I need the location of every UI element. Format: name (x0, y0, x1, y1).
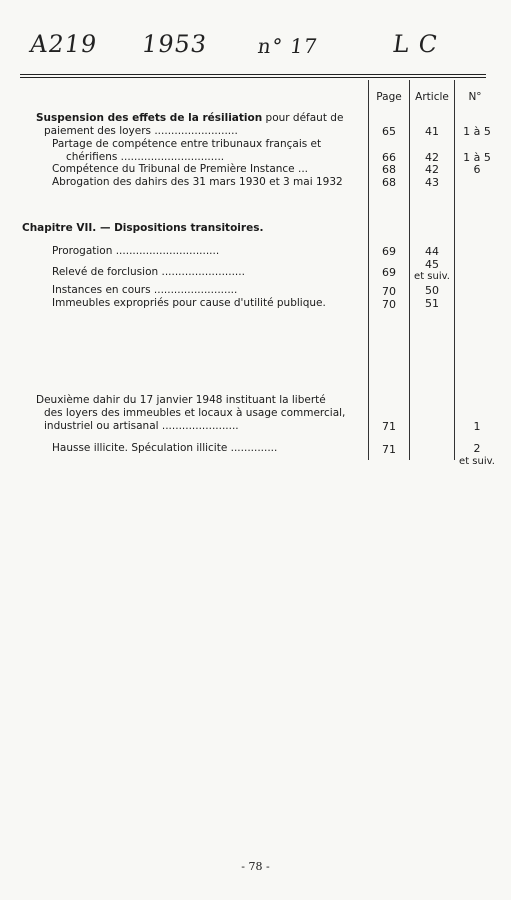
page-value: 68 (382, 163, 396, 176)
entry-hausse: Hausse illicite. Spéculation illicite .............. (52, 442, 278, 454)
numero-value: 1 à 5 (463, 125, 491, 138)
article-value: 41 (425, 125, 439, 138)
article-value: 42 (425, 163, 439, 176)
handwritten-number: n° 17 (256, 34, 320, 58)
column-header-numero: N° (468, 91, 482, 103)
column-header-article: Article (415, 91, 449, 103)
page-value: 71 (382, 420, 396, 433)
article-value: 51 (425, 297, 439, 310)
entry-cherifiens: chérifiens ............................... (66, 151, 225, 163)
page-value: 65 (382, 125, 396, 138)
article-value: 50 (425, 284, 439, 297)
entry-paiement: paiement des loyers ......................... (44, 125, 238, 137)
entry-deuxieme-dahir: Deuxième dahir du 17 janvier 1948 instituant la liberté (36, 394, 326, 406)
entry-abrogation: Abrogation des dahirs des 31 mars 1930 et 3 mai 1932 (52, 176, 343, 188)
page-value: 70 (382, 298, 396, 311)
page-value: 70 (382, 285, 396, 298)
numero-value: 6 (473, 163, 481, 176)
entry-forclusion: Relevé de forclusion ......................... (52, 266, 245, 278)
numero-value: 1 à 5 (463, 151, 491, 164)
numero-value: 1 (473, 420, 481, 433)
entry-partage: Partage de compétence entre tribunaux français et (52, 138, 322, 150)
chapter-heading: Chapitre VII. — Dispositions transitoires. (22, 222, 264, 234)
article-value: 43 (425, 176, 439, 189)
top-rule (20, 74, 486, 75)
column-header-page: Page (376, 91, 402, 103)
handwritten-year: 1953 (140, 30, 210, 58)
article-value: 42 (425, 151, 439, 164)
article-suffix: et suiv. (414, 271, 450, 282)
entry-prorogation: Prorogation ............................... (52, 245, 220, 257)
entry-suspension-title: Suspension des effets de la résiliation pour défaut de (36, 112, 344, 124)
page-value: 68 (382, 176, 396, 189)
page-value: 69 (382, 266, 396, 279)
top-rule-2 (20, 77, 486, 78)
column-divider-1 (368, 80, 369, 460)
entry-instances: Instances en cours ......................... (52, 284, 238, 296)
handwritten-initials: L C (391, 30, 440, 58)
entry-artisanal: industriel ou artisanal ....................... (44, 420, 239, 432)
page-value: 69 (382, 245, 396, 258)
page-value: 71 (382, 443, 396, 456)
handwritten-ref: A219 (28, 30, 100, 58)
entry-competence: Compétence du Tribunal de Première Instance ... (52, 163, 308, 175)
numero-value: 2 (473, 442, 481, 455)
entry-immeubles: Immeubles expropriés pour cause d'utilité publique. (52, 297, 326, 309)
article-value: 44 (425, 245, 439, 258)
article-value: 45 (425, 258, 439, 271)
page-value: 66 (382, 151, 396, 164)
numero-suffix: et suiv. (459, 456, 495, 467)
entry-deuxieme-dahir-2: des loyers des immeubles et locaux à usage commercial, (44, 407, 346, 419)
page-number: - 78 - (241, 860, 270, 873)
